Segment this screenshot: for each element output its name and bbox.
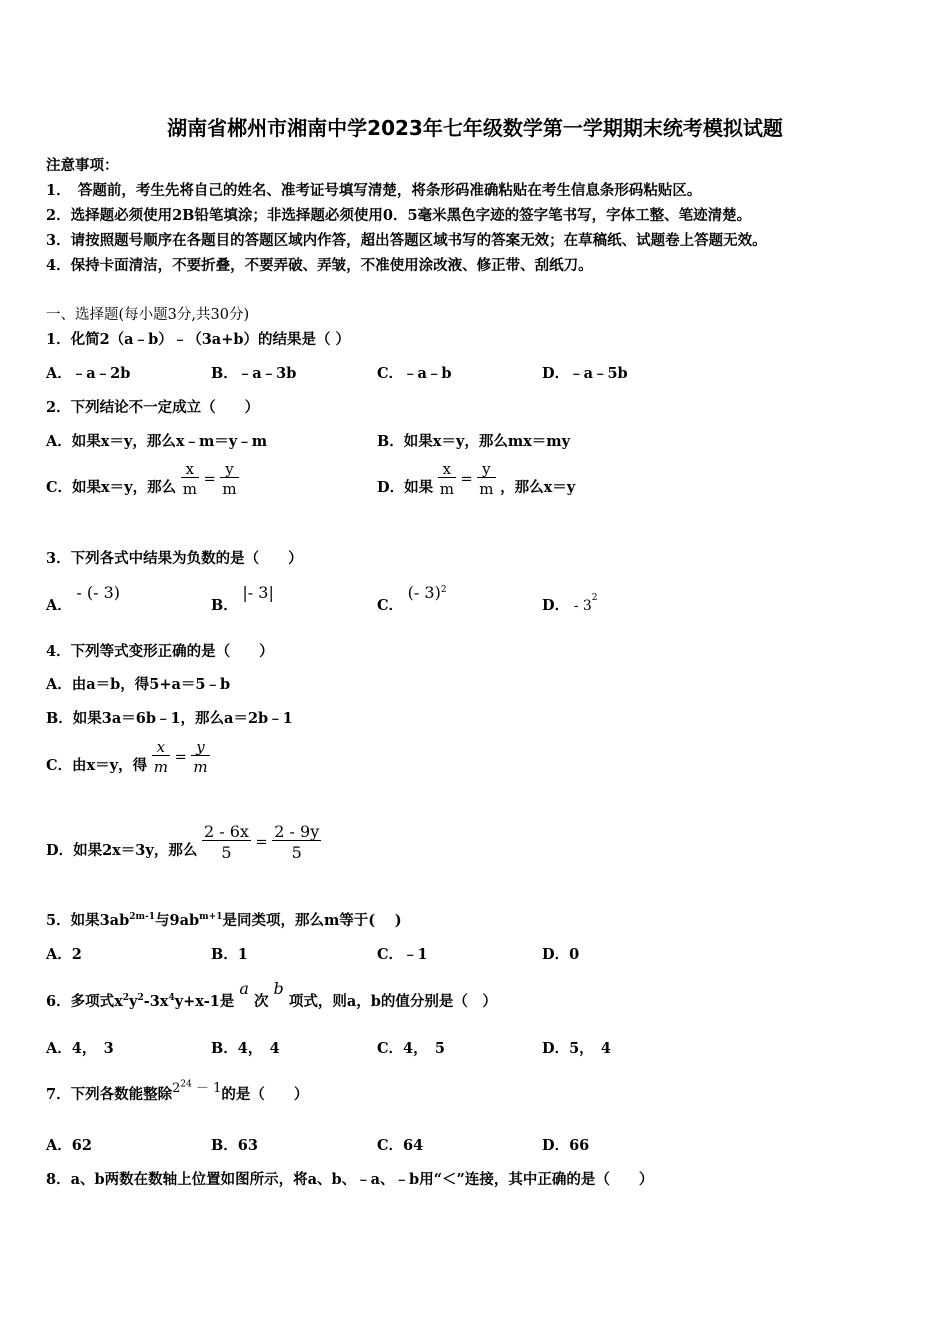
- notes-heading: 注意事项：: [46, 157, 119, 174]
- q5-option-d: D．0: [542, 946, 580, 963]
- fraction-y-over-m: $\frac{y}{m}$: [222, 460, 237, 498]
- q3-option-a: [46, 582, 121, 614]
- q6-text: 6．多项式$x^2y^2-3x^4y+x-1$是: [46, 993, 235, 1010]
- q5-option-b: B．1: [211, 946, 248, 963]
- question-6-stem: [46, 978, 497, 1010]
- q4-option-d: [46, 824, 321, 861]
- q4-d-text: D．如果2x＝3y，那么: [46, 841, 198, 859]
- q7-text: 的是（ ）: [221, 1086, 309, 1103]
- q6-var-b: b: [273, 979, 284, 998]
- exponent: m+1: [199, 912, 223, 923]
- question-1-stem: 1．化简2（a﹣b）﹣（3a+b）的结果是（ ）: [46, 331, 351, 348]
- q7-option-d: D．66: [542, 1137, 590, 1154]
- option-label: A．: [46, 597, 72, 614]
- q4-option-b: B．如果3a＝6b﹣1，那么a＝2b﹣1: [46, 710, 293, 727]
- equals-sign: =: [460, 471, 473, 488]
- option-label: B．: [211, 597, 238, 614]
- q7-option-a: A．62: [46, 1137, 92, 1154]
- q2-option-a: A．如果x＝y，那么x﹣m＝y﹣m: [46, 433, 268, 450]
- fraction-y-over-m: $\frac{y}{m}$: [479, 460, 494, 498]
- q6-text: 项式，则a，b的值分别是（ ）: [288, 993, 497, 1010]
- exponent: 2: [440, 585, 447, 596]
- q7-option-c: C．64: [377, 1137, 424, 1154]
- q6-text: 次: [253, 993, 269, 1010]
- q4-option-c: [46, 740, 210, 775]
- equals-sign: =: [203, 471, 216, 488]
- q7-option-b: B．63: [211, 1137, 258, 1154]
- q7-text: 7．下列各数能整除: [46, 1086, 173, 1103]
- fraction-x-over-m: $\frac{x}{m}$: [182, 460, 197, 498]
- fraction-x-over-m: $\frac{x}{m}$: [439, 460, 454, 498]
- q1-option-a: A．﹣a﹣2b: [46, 365, 131, 382]
- question-8-stem: 8．a、b两数在数轴上位置如图所示，将a、b、﹣a、﹣b用“＜”连接，其中正确的是（ ）: [46, 1171, 654, 1188]
- fraction-2-9y-over-5: $\frac{2 - 9y}{5}$: [274, 822, 320, 862]
- q5-text: 5．如果3ab: [46, 912, 130, 929]
- q5-text: 与9ab: [155, 912, 200, 929]
- q5-option-a: A．2: [46, 946, 82, 963]
- equals-sign: =: [174, 749, 187, 766]
- q1-option-c: C．﹣a﹣b: [377, 365, 452, 382]
- note-item: 2．选择题必须使用2B铅笔填涂；非选择题必须使用0．5毫米黑色字迹的签字笔书写，字体工整、笔迹清楚。: [46, 207, 752, 224]
- q2-option-b: B．如果x＝y，那么mx＝my: [377, 433, 571, 450]
- fraction-x-over-m: $\frac{x}{m}$: [153, 738, 168, 776]
- note-item: 1． 答题前，考生先将自己的姓名、准考证号填写清楚，将条形码准确粘贴在考生信息条形码粘贴区。: [46, 182, 702, 199]
- page-title: 湖南省郴州市湘南中学2023年七年级数学第一学期期末统考模拟试题: [167, 116, 783, 140]
- question-2-stem: 2．下列结论不一定成立（ ）: [46, 399, 260, 416]
- q4-c-text: C．由x＝y，得: [46, 756, 148, 774]
- q6-var-a: a: [239, 979, 249, 998]
- q3-expr-b: |- 3|: [242, 583, 274, 602]
- question-5-stem: [46, 909, 402, 930]
- q3-option-c: [377, 582, 447, 614]
- fraction-2-6x-over-5: $\frac{2 - 6x}{5}$: [203, 822, 249, 862]
- note-item: 3．请按照题号顺序在各题目的答题区域内作答，超出答题区域书写的答案无效；在草稿纸、试题卷上答题无效。: [46, 232, 767, 249]
- q2-option-c: [46, 462, 239, 497]
- exponent: 2: [591, 593, 598, 604]
- q3-expr-c: (- 3): [407, 583, 441, 602]
- q3-option-b: [211, 582, 274, 614]
- q3-option-d: [542, 582, 598, 614]
- q3-expr-d: - 3: [573, 598, 592, 614]
- fraction-y-over-m: $\frac{y}{m}$: [193, 738, 208, 776]
- equals-sign: =: [255, 834, 268, 851]
- q4-option-a: A．由a＝b，得5+a＝5﹣b: [46, 676, 231, 693]
- q1-option-d: D．﹣a﹣5b: [542, 365, 628, 382]
- question-4-stem: 4．下列等式变形正确的是（ ）: [46, 643, 274, 660]
- q6-option-c: C．4， 5: [377, 1040, 445, 1057]
- option-label: D．: [542, 597, 570, 614]
- question-3-stem: 3．下列各式中结果为负数的是（ ）: [46, 550, 303, 567]
- q5-option-c: C．﹣1: [377, 946, 428, 963]
- q5-text: 是同类项，那么m等于( ): [222, 912, 402, 929]
- q3-expr-a: - (- 3): [76, 583, 121, 602]
- question-7-stem: [46, 1079, 309, 1104]
- q6-option-b: B．4， 4: [211, 1040, 280, 1057]
- q7-power: $2^{24} - 1$: [172, 1079, 222, 1096]
- option-label: C．: [377, 597, 404, 614]
- q2-option-d: [377, 462, 575, 497]
- section-heading: 一、选择题(每小题3分,共30分): [46, 307, 250, 323]
- note-item: 4．保持卡面清洁，不要折叠，不要弄破、弄皱，不准使用涂改液、修正带、刮纸刀。: [46, 257, 593, 274]
- q2-c-text: C．如果x＝y，那么: [46, 478, 177, 496]
- q1-option-b: B．﹣a﹣3b: [211, 365, 297, 382]
- q2-d-tail: ，那么x＝y: [500, 478, 576, 496]
- exponent: 2m-1: [129, 912, 156, 923]
- q6-option-d: D．5， 4: [542, 1040, 612, 1057]
- q6-option-a: A．4， 3: [46, 1040, 114, 1057]
- q2-d-text: D．如果: [377, 478, 434, 496]
